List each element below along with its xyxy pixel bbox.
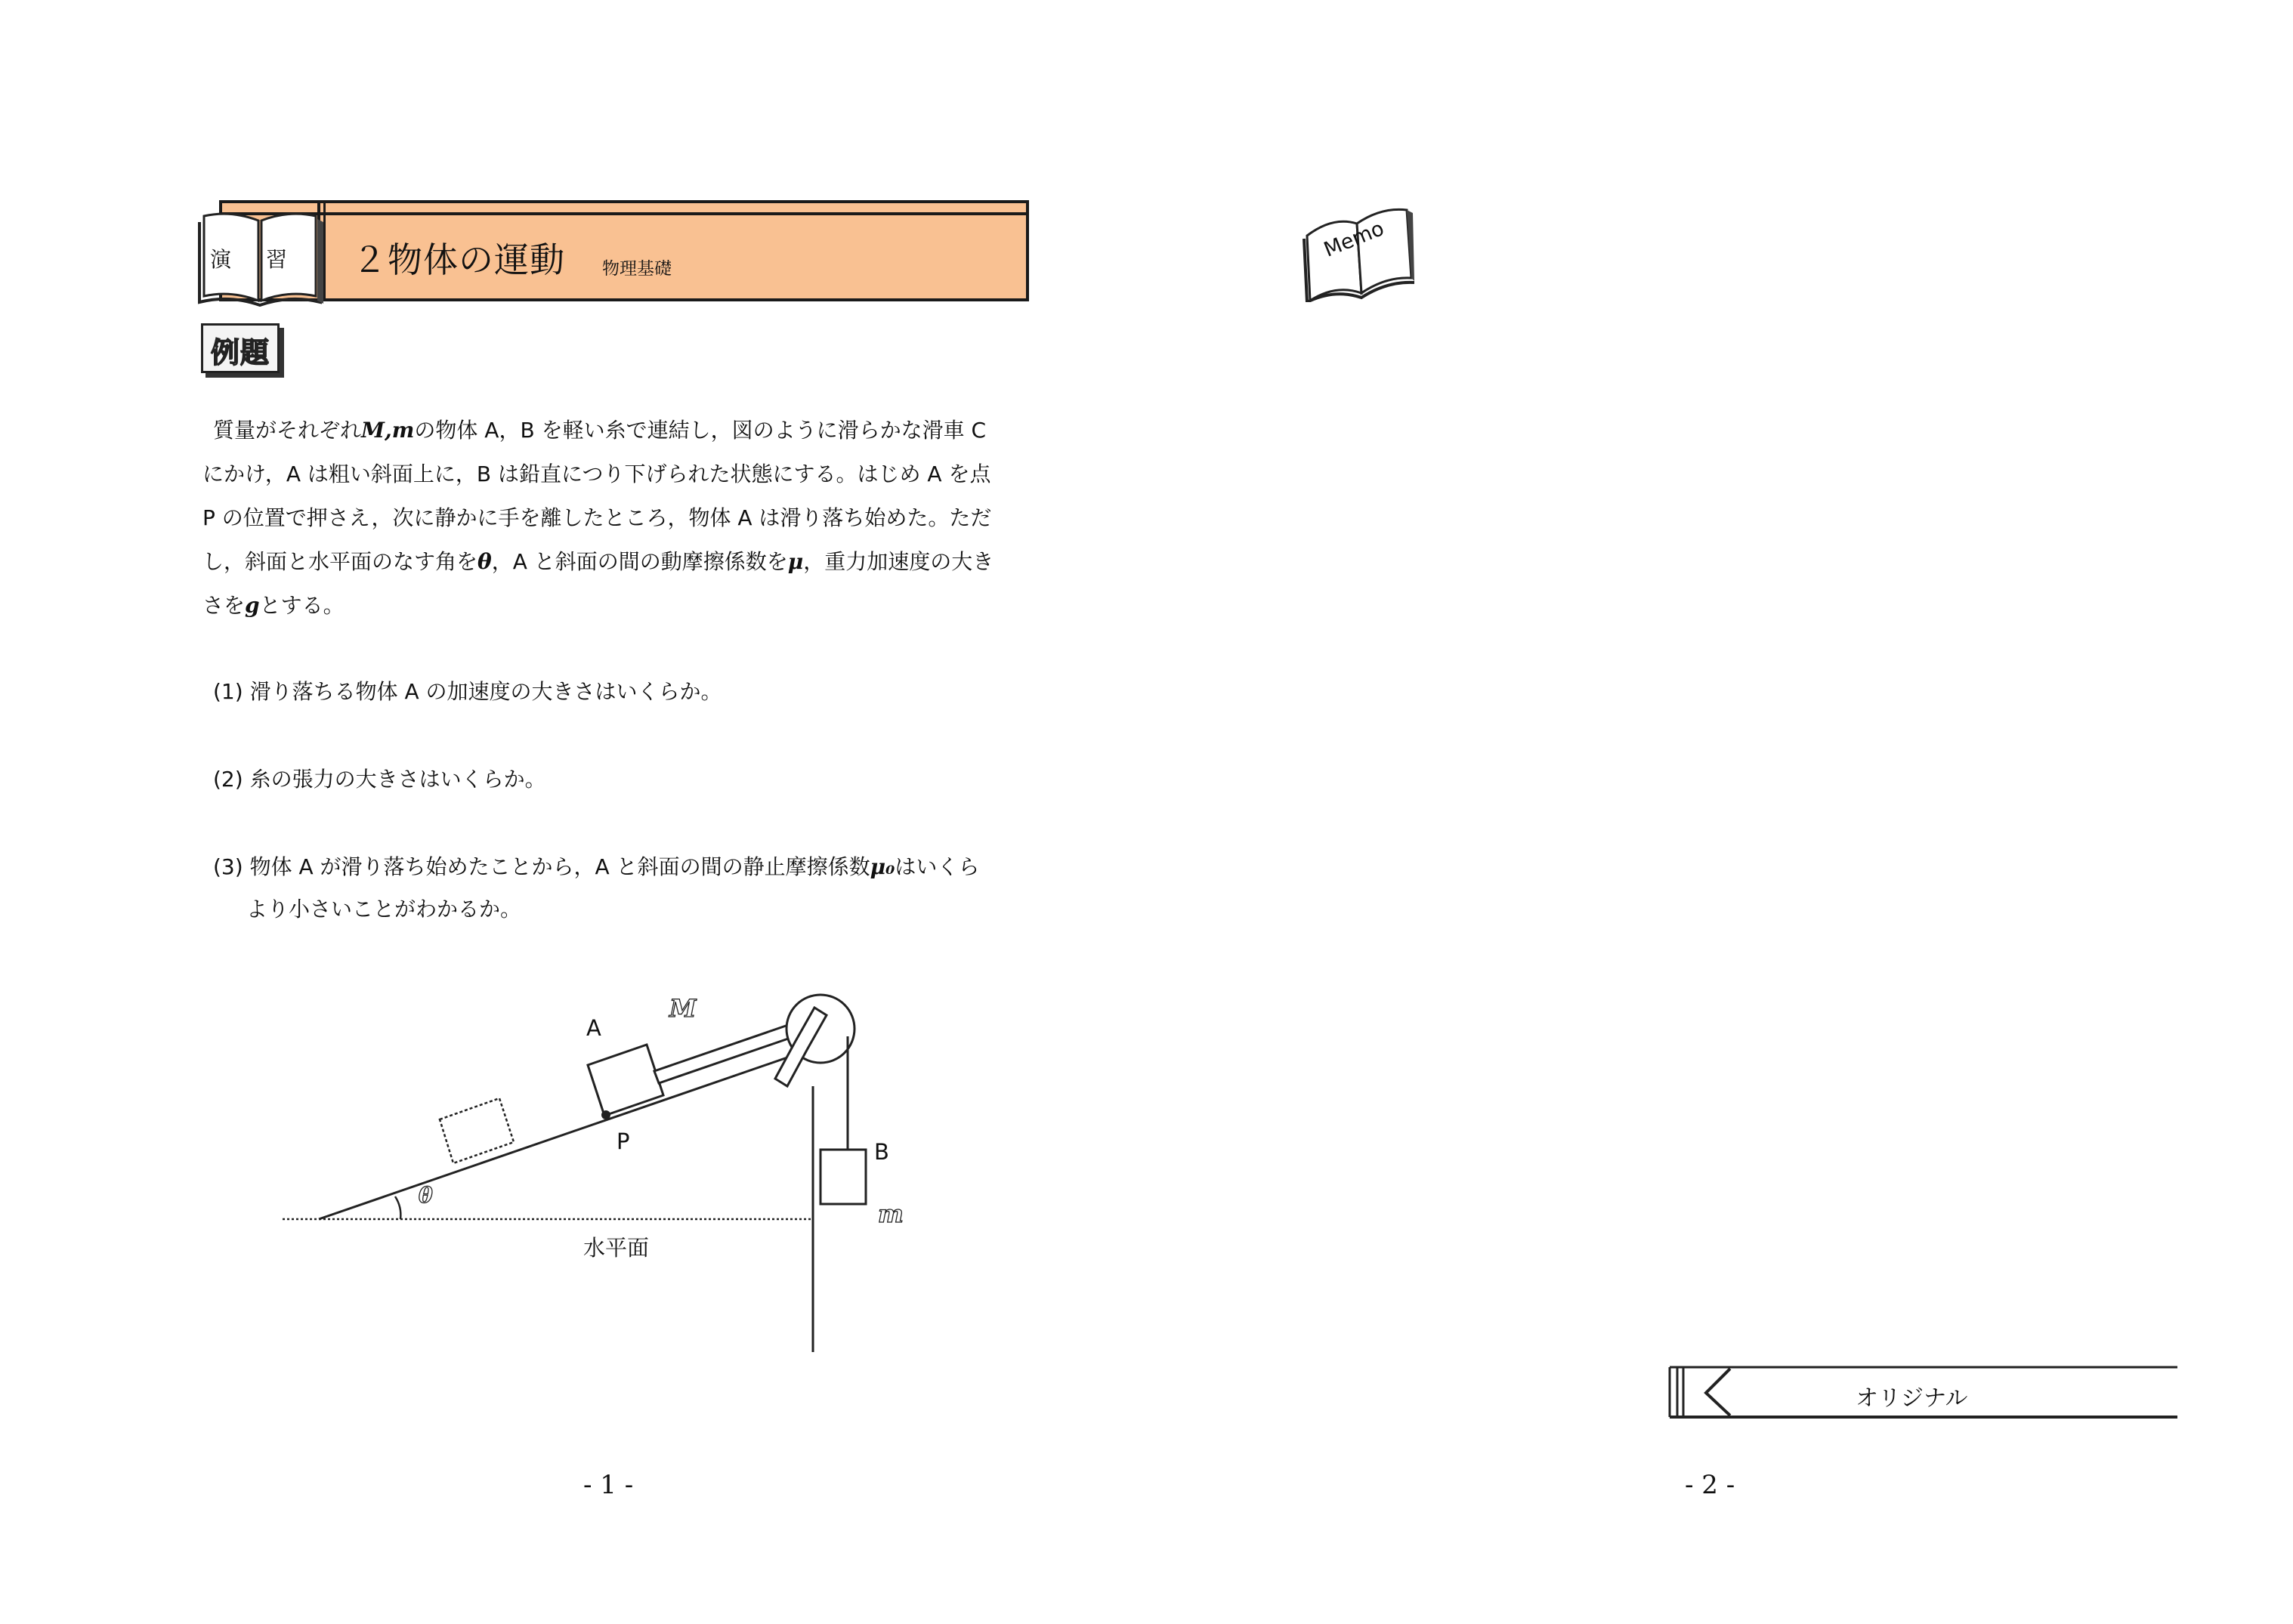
label-M: M (669, 994, 697, 1023)
question-1 (213, 681, 722, 702)
problem-text: 質量がそれぞれ (213, 418, 362, 443)
memo-label: Memo (1321, 217, 1388, 262)
incline-figure (272, 974, 952, 1367)
label-B: B (874, 1139, 889, 1165)
question-number: (2) (213, 767, 243, 792)
label-m: m (878, 1199, 904, 1228)
question-3-continuation (246, 899, 521, 920)
book-char-right: 習 (266, 247, 288, 272)
block-B (820, 1150, 866, 1204)
question-text: より小さいことがわかるか。 (246, 897, 522, 922)
label-theta: θ (419, 1183, 433, 1208)
book-char-left: 演 (210, 247, 232, 272)
incline-line (319, 1056, 792, 1219)
memo-book-icon (1301, 205, 1414, 302)
problem-text: し，斜面と水平面のなす角を (202, 549, 478, 574)
problem-text: P の位置で押さえ，次に静かに手を離したところ，物体 A は滑り落ち始めた。ただ (202, 505, 992, 530)
question-number: (3) (213, 854, 243, 879)
label-P: P (617, 1128, 630, 1154)
problem-text: にかけ，A は粗い斜面上に，B は鉛直につり下げられた状態にする。はじめ A を点 (202, 462, 991, 486)
question-text: 糸の張力の大きさはいくらか。 (249, 767, 546, 792)
math-mu: μ (787, 549, 804, 574)
banner-top-rule (219, 212, 1029, 215)
problem-line-5 (202, 595, 345, 616)
problem-text: さを (202, 593, 246, 618)
problem-text: の物体 A，B を軽い糸で連結し，図のように滑らかな滑車 C (414, 418, 987, 443)
math-theta: θ (477, 549, 492, 574)
question-text: はいくら (895, 854, 980, 879)
problem-line-1 (213, 420, 986, 441)
string-A (654, 1024, 795, 1083)
original-label: オリジナル (1856, 1385, 1968, 1412)
label-A: A (586, 1015, 601, 1041)
page-title: ２物体の運動 (352, 239, 565, 280)
dotted-block (440, 1098, 514, 1163)
question-number: (1) (213, 679, 243, 704)
question-text: 物体 A が滑り落ち始めたことから，A と斜面の間の静止摩擦係数 (249, 854, 870, 879)
question-text: 滑り落ちる物体 A の加速度の大きさはいくらか。 (249, 679, 722, 704)
page-subtitle: 物理基礎 (602, 259, 672, 279)
point-P (601, 1110, 610, 1119)
problem-line-2 (202, 464, 990, 485)
question-2 (213, 769, 546, 790)
problem-line-4 (202, 551, 994, 573)
header-banner (219, 200, 1029, 301)
math-m: m (391, 418, 415, 443)
example-label: 例題 (210, 336, 270, 369)
question-3 (213, 854, 980, 879)
math-comma: , (385, 418, 392, 443)
page-number-2: - 2 - (1685, 1470, 1735, 1500)
math-M: M (361, 418, 385, 443)
angle-arc (395, 1196, 400, 1219)
problem-text: とする。 (259, 593, 345, 618)
problem-text: ，重力加速度の大き (803, 549, 994, 574)
problem-text: ，A と斜面の間の動摩擦係数を (491, 549, 788, 574)
math-mu0: μ₀ (870, 854, 895, 879)
page-number-1: - 1 - (583, 1470, 634, 1500)
label-ground: 水平面 (583, 1235, 650, 1261)
math-g: g (245, 593, 260, 618)
problem-line-3 (202, 505, 992, 530)
